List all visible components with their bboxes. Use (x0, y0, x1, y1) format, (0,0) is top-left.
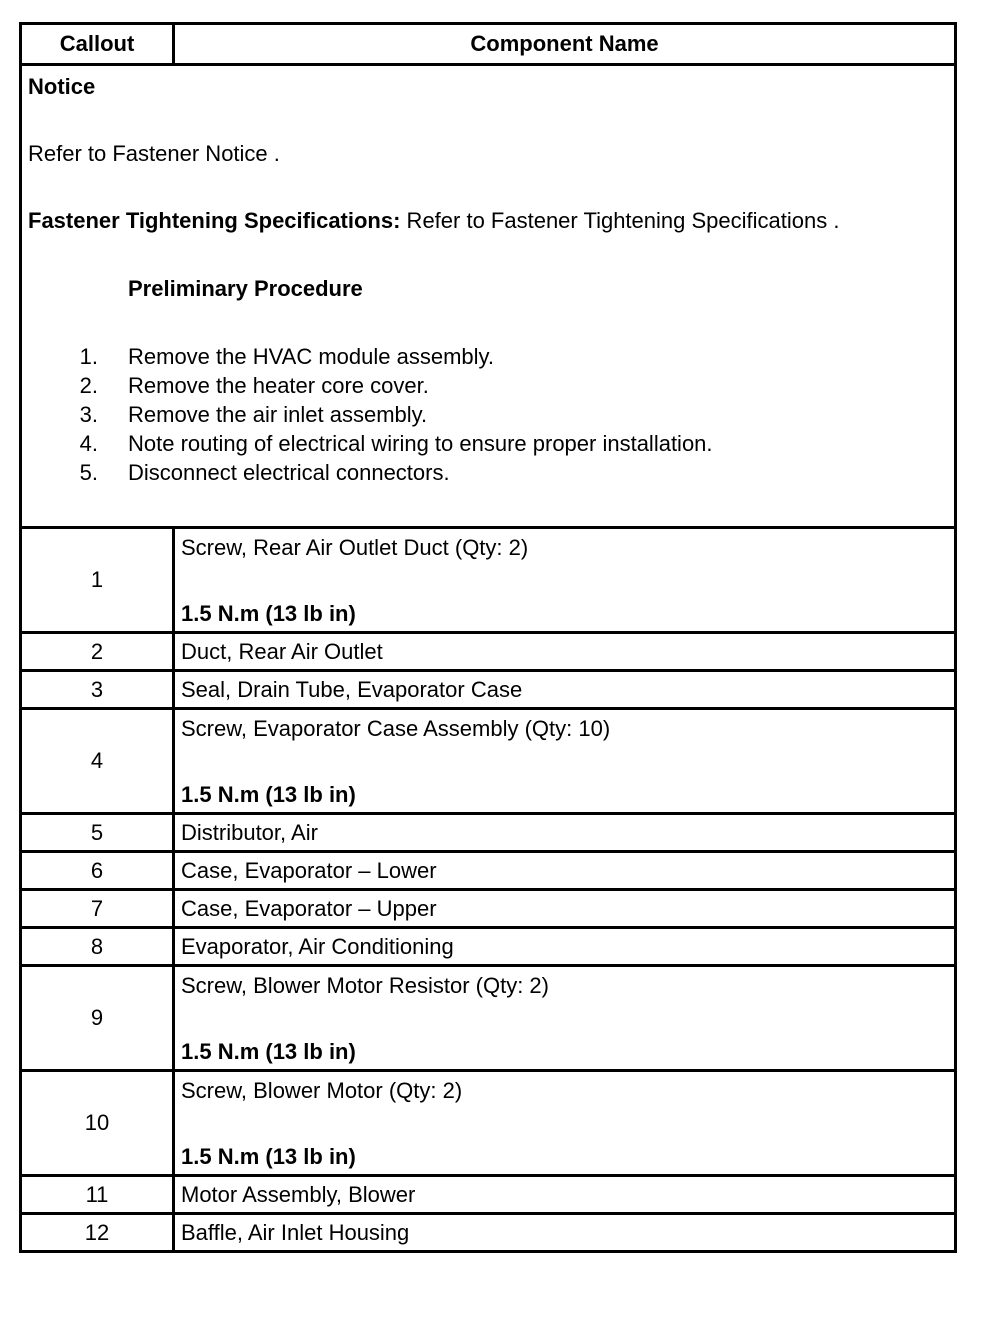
component-cell (174, 966, 956, 1071)
notice-cell (21, 65, 956, 528)
procedure-step (28, 429, 954, 458)
component-name: Seal, Drain Tube, Evaporator Case (174, 671, 956, 709)
procedure-steps (28, 342, 954, 487)
table-row (21, 890, 956, 928)
component-cell (174, 1071, 956, 1176)
table-row (21, 928, 956, 966)
component-cell (174, 709, 956, 814)
component-name: Distributor, Air (174, 814, 956, 852)
table-row (21, 1214, 956, 1252)
procedure-step (28, 458, 954, 487)
step-number: 2. (79, 373, 98, 398)
component-name: Case, Evaporator – Lower (174, 852, 956, 890)
component-name-column-header: Component Name (174, 24, 956, 65)
callout-number: 8 (21, 928, 174, 966)
step-text: Disconnect electrical connectors. (128, 460, 450, 485)
component-name: Duct, Rear Air Outlet (174, 633, 956, 671)
step-number: 1. (79, 344, 98, 369)
tightening-spec-text: Refer to Fastener Tightening Specifications . (400, 208, 840, 233)
component-cell (174, 528, 956, 633)
torque-spec: 1.5 N.m (13 lb in) (181, 1144, 356, 1169)
table-row (21, 852, 956, 890)
callout-number: 12 (21, 1214, 174, 1252)
component-name: Evaporator, Air Conditioning (174, 928, 956, 966)
table-row (21, 671, 956, 709)
callout-number: 1 (21, 528, 174, 633)
component-name: Screw, Blower Motor (Qty: 2) (181, 1078, 463, 1103)
callout-number: 2 (21, 633, 174, 671)
callout-number: 9 (21, 966, 174, 1071)
notice-title: Notice (28, 74, 96, 99)
callout-number: 3 (21, 671, 174, 709)
table-row (21, 633, 956, 671)
callout-number: 6 (21, 852, 174, 890)
preliminary-procedure-title: Preliminary Procedure (128, 276, 363, 301)
torque-spec: 1.5 N.m (13 lb in) (181, 1039, 356, 1064)
torque-spec: 1.5 N.m (13 lb in) (181, 782, 356, 807)
callout-column-header: Callout (21, 24, 174, 65)
component-name: Baffle, Air Inlet Housing (174, 1214, 956, 1252)
step-number: 5. (79, 460, 98, 485)
table-header-row (21, 24, 956, 65)
table-row (21, 528, 956, 633)
notice-row (21, 65, 956, 528)
step-number: 4. (79, 431, 98, 456)
table-row (21, 709, 956, 814)
step-text: Remove the HVAC module assembly. (128, 344, 494, 369)
component-name: Case, Evaporator – Upper (174, 890, 956, 928)
component-name: Motor Assembly, Blower (174, 1176, 956, 1214)
callout-number: 4 (21, 709, 174, 814)
table-row (21, 814, 956, 852)
procedure-step (28, 400, 954, 429)
tightening-spec-line (28, 206, 954, 236)
callout-number: 10 (21, 1071, 174, 1176)
component-name: Screw, Evaporator Case Assembly (Qty: 10) (181, 716, 611, 741)
component-table (19, 22, 957, 1253)
step-text: Remove the heater core cover. (128, 373, 429, 398)
torque-spec: 1.5 N.m (13 lb in) (181, 601, 356, 626)
step-number: 3. (79, 402, 98, 427)
step-text: Note routing of electrical wiring to ensure proper installation. (128, 431, 713, 456)
callout-number: 7 (21, 890, 174, 928)
table-row (21, 1176, 956, 1214)
tightening-spec-label: Fastener Tightening Specifications: (28, 208, 401, 233)
callout-number: 5 (21, 814, 174, 852)
procedure-step (28, 371, 954, 400)
component-name: Screw, Rear Air Outlet Duct (Qty: 2) (181, 535, 529, 560)
table-row (21, 1071, 956, 1176)
step-text: Remove the air inlet assembly. (128, 402, 428, 427)
table-row (21, 966, 956, 1071)
callout-number: 11 (21, 1176, 174, 1214)
fastener-notice-text: Refer to Fastener Notice . (28, 141, 280, 166)
procedure-step (28, 342, 954, 371)
component-name: Screw, Blower Motor Resistor (Qty: 2) (181, 973, 549, 998)
